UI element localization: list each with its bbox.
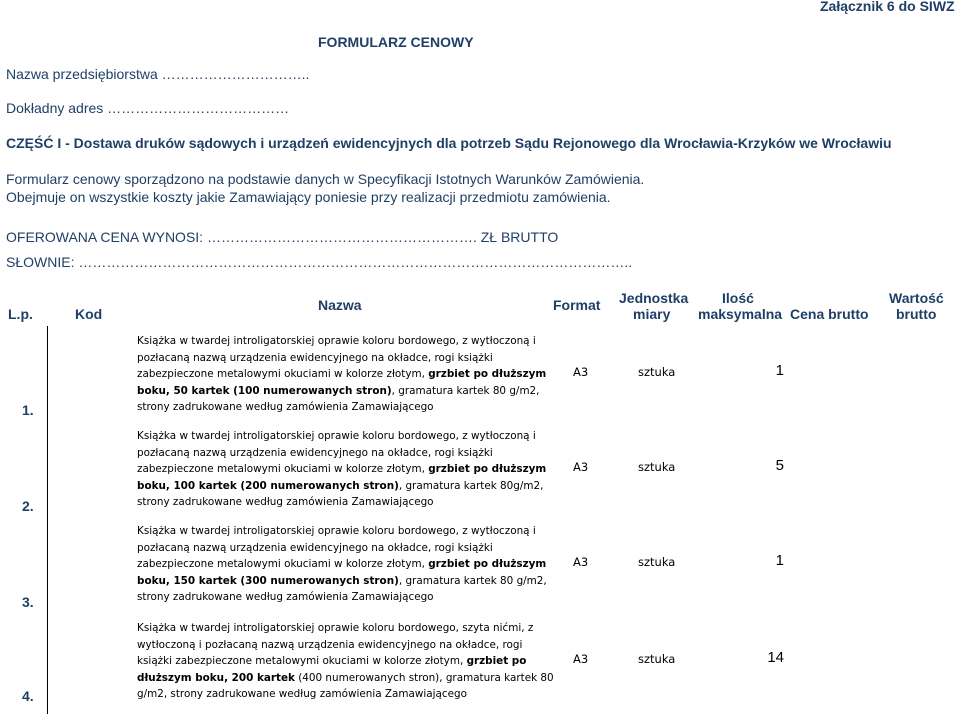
row-description [137, 620, 554, 703]
description-text: strony zadrukowane według zamówienia Zamawiającego [137, 591, 434, 604]
description-text: Książka w twardej introligatorskiej oprawie koloru bordowego, z wytłoczoną i [137, 335, 536, 347]
attachment-label: Załącznik 6 do SIWZ [820, 0, 955, 14]
part-title: CZĘŚĆ I - Dostawa druków sądowych i urządzeń ewidencyjnych dla potrzeb Sądu Rejonowego dla Wrocławia-Krzyków we Wrocławiu [6, 135, 892, 151]
row-description [137, 428, 547, 511]
column-header-value-line2: brutto [896, 306, 937, 322]
description-text: Książka w twardej introligatorskiej oprawie koloru bordowego, z wytłoczoną i [137, 525, 536, 537]
row-number: 4. [22, 688, 34, 704]
description-bold-text: boku, 150 kartek (300 numerowanych stron) [137, 574, 399, 587]
description-line [137, 589, 547, 606]
description-text: , gramatura kartek 80 g/m2, [398, 574, 547, 587]
description-line [137, 540, 547, 557]
row-quantity: 14 [767, 649, 784, 666]
description-line [137, 333, 547, 350]
description-text: zabezpieczone metalowymi okuciami w kolorze złotym, [137, 368, 429, 381]
company-name-field: Nazwa przedsiębiorstwa ………………………….. [6, 66, 310, 82]
description-line [137, 461, 547, 478]
column-header-unit-line1: Jednostka [619, 290, 689, 306]
column-divider [47, 326, 48, 714]
row-format: A3 [573, 555, 589, 569]
offered-price-field: OFEROWANA CENA WYNOSI: …………………………………………………. ZŁ BRUTTO [6, 229, 559, 245]
form-title: FORMULARZ CENOWY [318, 34, 474, 50]
description-text: , gramatura kartek 80g/m2, [398, 479, 544, 492]
column-header-kod: Kod [75, 306, 103, 322]
column-header-nazwa: Nazwa [318, 297, 362, 313]
column-header-value-line1: Wartość [889, 290, 944, 306]
description-text: zabezpieczone metalowymi okuciami w kolorze złotym, [137, 558, 429, 571]
description-bold-text: grzbiet po [466, 655, 527, 668]
description-line [137, 494, 547, 511]
row-quantity: 1 [775, 362, 784, 379]
intro-line-2: Obejmuje on wszystkie koszty jakie Zamawiający poniesie przy realizacji przedmiotu zamówienia. [6, 189, 611, 205]
row-format: A3 [573, 652, 589, 666]
description-line [137, 637, 547, 654]
column-header-format: Format [553, 297, 601, 313]
description-line [137, 556, 547, 573]
row-description [137, 523, 547, 606]
row-unit: sztuka [638, 460, 676, 474]
column-header-price: Cena brutto [790, 306, 869, 322]
description-line [137, 670, 554, 687]
row-format: A3 [573, 460, 589, 474]
description-line [137, 478, 547, 495]
description-line [137, 523, 547, 540]
description-text: wytłoczoną i pozłacaną nazwą urządzenia ewidencyjnego na okładce, rogi [137, 638, 523, 651]
description-line [137, 573, 547, 590]
column-header-qty-line1: Ilość [722, 290, 754, 306]
description-bold-text: boku, 100 kartek (200 numerowanych stron) [137, 479, 399, 492]
description-bold-text: dłuższym boku, 200 kartek [137, 671, 295, 684]
row-unit: sztuka [638, 365, 676, 379]
description-text: pozłacaną nazwą urządzenia ewidencyjnego na okładce, rogi książki [137, 351, 493, 364]
description-text: pozłacaną nazwą urządzenia ewidencyjnego na okładce, rogi książki [137, 541, 493, 554]
address-field: Dokładny adres ………………………………… [6, 100, 290, 116]
column-header-qty-line2: maksymalna [698, 306, 783, 322]
description-text: Książka w twardej introligatorskiej oprawie koloru bordowego, szyta nićmi, z [137, 622, 534, 634]
row-quantity: 1 [775, 552, 784, 569]
row-unit: sztuka [638, 555, 676, 569]
description-text: książki zabezpieczone metalowymi okuciami w kolorze złotym, [137, 655, 467, 668]
description-line [137, 366, 547, 383]
description-line [137, 445, 547, 462]
description-line [137, 653, 547, 670]
row-quantity: 5 [775, 457, 784, 474]
row-number: 1. [22, 402, 34, 418]
intro-line-1: Formularz cenowy sporządzono na podstawie danych w Specyfikacji Istotnych Warunków Zamówienia. [6, 171, 645, 187]
description-text: strony zadrukowane według zamówienia Zamawiającego [137, 496, 434, 509]
description-text: strony zadrukowane według zamówienia Zamawiającego [137, 401, 434, 414]
description-line [137, 399, 547, 416]
description-text: zabezpieczone metalowymi okuciami w kolorze złotym, [137, 463, 429, 476]
description-line [137, 428, 547, 445]
description-text: Książka w twardej introligatorskiej oprawie koloru bordowego, z wytłoczoną i [137, 430, 536, 442]
column-header-lp: L.p. [8, 306, 33, 322]
row-unit: sztuka [638, 652, 676, 666]
description-line [137, 686, 547, 703]
description-text: , gramatura kartek 80 g/m2, [391, 384, 540, 397]
column-header-unit-line2: miary [633, 306, 671, 322]
description-line [137, 350, 547, 367]
description-bold-text: grzbiet po dłuższym [428, 368, 547, 381]
row-number: 2. [22, 498, 34, 514]
row-format: A3 [573, 365, 589, 379]
description-text: g/m2, strony zadrukowane według zamówienia Zamawiającego [137, 688, 467, 701]
price-in-words-field: SŁOWNIE: ……………………………………………………………………………………………………….. [6, 254, 633, 270]
description-bold-text: boku, 50 kartek (100 numerowanych stron) [137, 384, 392, 397]
description-line [137, 383, 547, 400]
description-text: pozłacaną nazwą urządzenia ewidencyjnego na okładce, rogi książki [137, 446, 493, 459]
description-text: (400 numerowanych stron), gramatura kartek 80 [294, 671, 554, 684]
description-line [137, 620, 547, 637]
row-number: 3. [22, 594, 34, 610]
description-bold-text: grzbiet po dłuższym [428, 558, 547, 571]
description-bold-text: grzbiet po dłuższym [428, 463, 547, 476]
row-description [137, 333, 547, 416]
